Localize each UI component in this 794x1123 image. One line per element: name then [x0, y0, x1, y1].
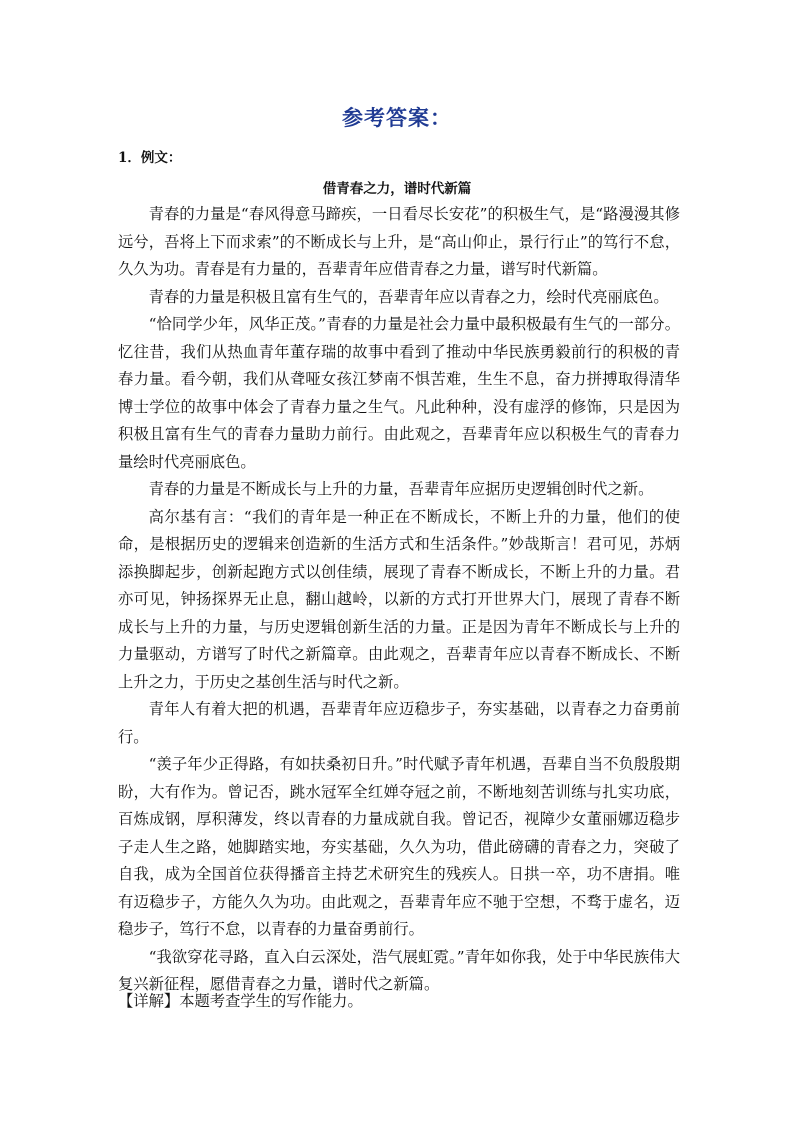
paragraph: “我欲穿花寻路，直入白云深处，浩气展虹霓。”青年如你我，处于中华民族伟大复兴新征程，愿借青春之力量，谱时代之新篇。: [118, 947, 680, 993]
question-number: 1．例文：: [118, 150, 182, 166]
answer-title: 参考答案：: [342, 106, 452, 130]
paragraph: “恰同学少年，风华正茂。”青春的力量是社会力量中最积极最有生气的一部分。忆往昔，我们从热血青年董存瑞的故事中看到了推动中华民族勇毅前行的积极的青春力量。看今朝，我们从聋哑女孩江梦南不惧苦难，生生不息，奋力拼搏取得清华博士学位的故事中体会了青春力量之生气。凡此种种，没有虚浮的修饰，只是因为积极且富有生气的青春力量助力前行。由此观之，吾辈青年应以积极生气的青春力量绘时代亮丽底色。: [118, 315, 680, 471]
paragraph: 青春的力量是“春风得意马蹄疾，一日看尽长安花”的积极生气，是“路漫漫其修远兮，吾将上下而求索”的不断成长与上升，是“高山仰止，景行行止”的笃行不怠，久久为功。青春是有力量的，吾辈青年应借青春之力量，谱写时代新篇。: [118, 205, 680, 278]
detail-note: 【详解】本题考查学生的写作能力。: [118, 992, 363, 1010]
essay-body: [118, 201, 680, 999]
paragraph: 青年人有着大把的机遇，吾辈青年应迈稳步子，夯实基础，以青春之力奋勇前行。: [118, 700, 680, 746]
essay-title: 借青春之力，谱时代新篇: [322, 181, 472, 197]
paragraph: “羡子年少正得路，有如扶桑初日升。”时代赋予青年机遇，吾辈自当不负殷殷期盼，大有作为。曾记否，跳水冠军全红婵夺冠之前，不断地刻苦训练与扎实功底，百炼成钢，厚积薄发，终以青春的力量成就自我。曾记否，视障少女董丽娜迈稳步子走人生之路，她脚踏实地，夯实基础，久久为功，借此磅礴的青春之力，突破了自我，成为全国首位获得播音主持艺术研究生的残疾人。日拱一卒，功不唐捐。唯有迈稳步子，方能久久为功。由此观之，吾辈青年应不驰于空想，不骛于虚名，迈稳步子，笃行不怠，以青春的力量奋勇前行。: [118, 755, 680, 938]
paragraph: 青春的力量是不断成长与上升的力量，吾辈青年应据历史逻辑创时代之新。: [148, 480, 654, 498]
paragraph: 青春的力量是积极且富有生气的，吾辈青年应以青春之力，绘时代亮丽底色。: [148, 287, 669, 306]
paragraph: 高尔基有言：“我们的青年是一种正在不断成长，不断上升的力量，他们的使命，是根据历史的逻辑来创造新的生活方式和生活条件。”妙哉斯言！君可见，苏炳添换脚起步，创新起跑方式以创佳绩，展现了青春不断成长，不断上升的力量。君亦可见，钟扬探界无止息，翻山越岭，以新的方式打开世界大门，展现了青春不断成长与上升的力量，与历史逻辑创新生活的力量。正是因为青年不断成长与上升的力量驱动，方谱写了时代之新篇章。由此观之，吾辈青年应以青春不断成长、不断上升之力，于历史之基创生活与时代之新。: [118, 507, 680, 691]
